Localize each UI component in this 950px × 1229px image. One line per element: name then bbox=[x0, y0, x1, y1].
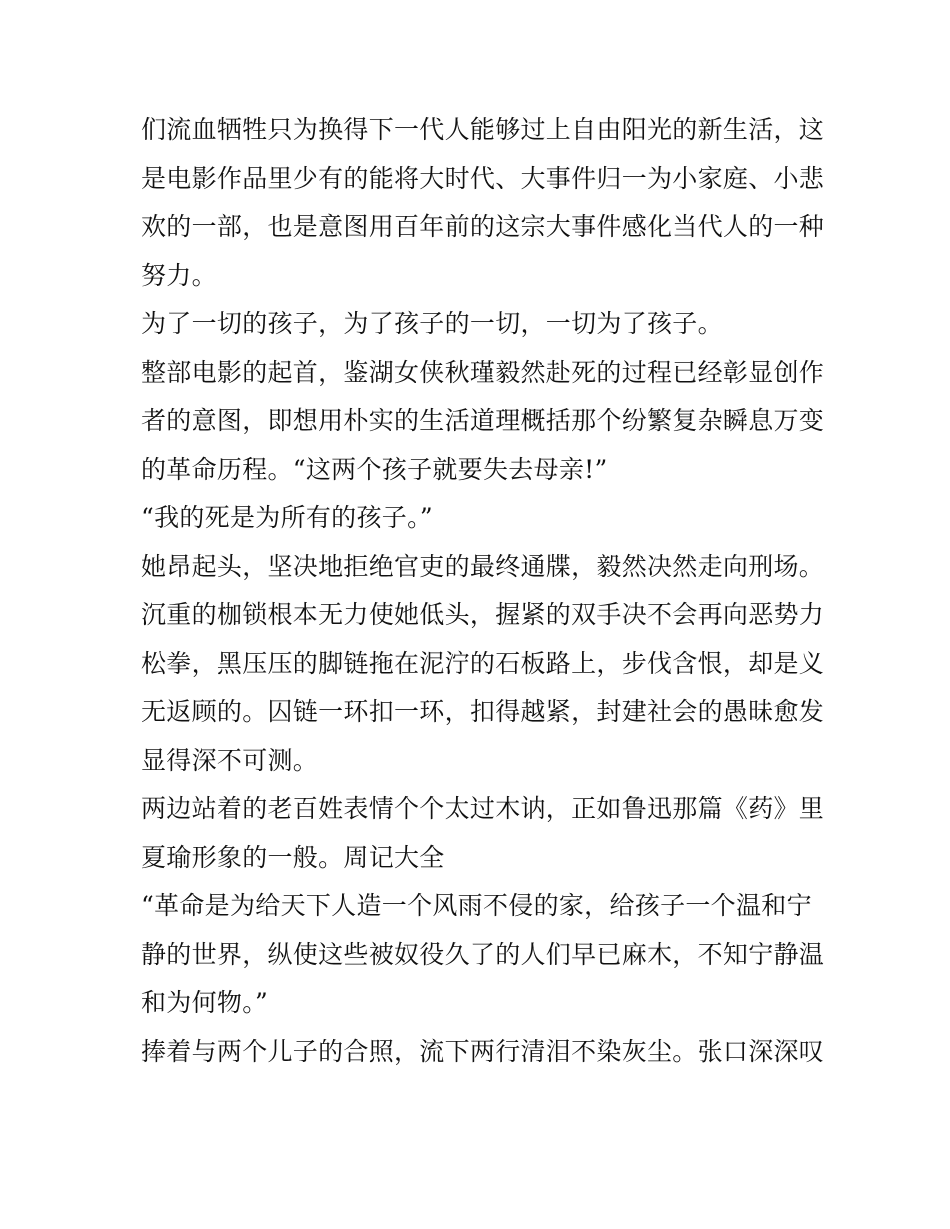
text-line: 静的世界，纵使这些被奴役久了的人们早已麻木，不知宁静温 bbox=[141, 939, 825, 969]
text-line: 努力。 bbox=[141, 260, 217, 290]
text-line: “我的死是为所有的孩子。” bbox=[141, 503, 433, 532]
text-line: 欢的一部，也是意图用百年前的这宗大事件感化当代人的一种 bbox=[141, 212, 825, 241]
text-line: 夏瑜形象的一般。周记大全 bbox=[141, 842, 445, 872]
text-line: 无返顾的。囚链一环扣一环，扣得越紧，封建社会的愚昧愈发 bbox=[141, 697, 825, 726]
text-line: 的革命历程。“这两个孩子就要失去母亲!” bbox=[141, 454, 608, 484]
text-line: 是电影作品里少有的能将大时代、大事件归一为小家庭、小悲 bbox=[141, 163, 825, 193]
text-line: 者的意图，即想用朴实的生活道理概括那个纷繁复杂瞬息万变 bbox=[141, 406, 825, 435]
text-line: 沉重的枷锁根本无力使她低头，握紧的双手决不会再向恶势力 bbox=[141, 600, 825, 629]
text-line: 和为何物。” bbox=[141, 988, 269, 1017]
text-line: 显得深不可测。 bbox=[141, 745, 319, 775]
text-line: 两边站着的老百姓表情个个太过木讷，正如鲁迅那篇《药》里 bbox=[141, 794, 825, 823]
text-line: 松拳，黑压压的脚链拖在泥泞的石板路上，步伐含恨，却是义 bbox=[141, 648, 825, 678]
body-text bbox=[141, 106, 825, 1076]
text-line: 为了一切的孩子，为了孩子的一切，一切为了孩子。 bbox=[141, 309, 723, 338]
text-line: 们流血牺牲只为换得下一代人能够过上自由阳光的新生活，这 bbox=[141, 115, 825, 144]
text-line: 她昂起头，坚决地拒绝官吏的最终通牒，毅然决然走向刑场。 bbox=[141, 551, 825, 581]
text-line: 整部电影的起首，鉴湖女侠秋瑾毅然赴死的过程已经彰显创作 bbox=[141, 357, 825, 387]
text-line: 捧着与两个儿子的合照，流下两行清泪不染灰尘。张口深深叹 bbox=[141, 1036, 825, 1066]
text-line: “革命是为给天下人造一个风雨不侵的家，给孩子一个温和宁 bbox=[141, 891, 812, 920]
